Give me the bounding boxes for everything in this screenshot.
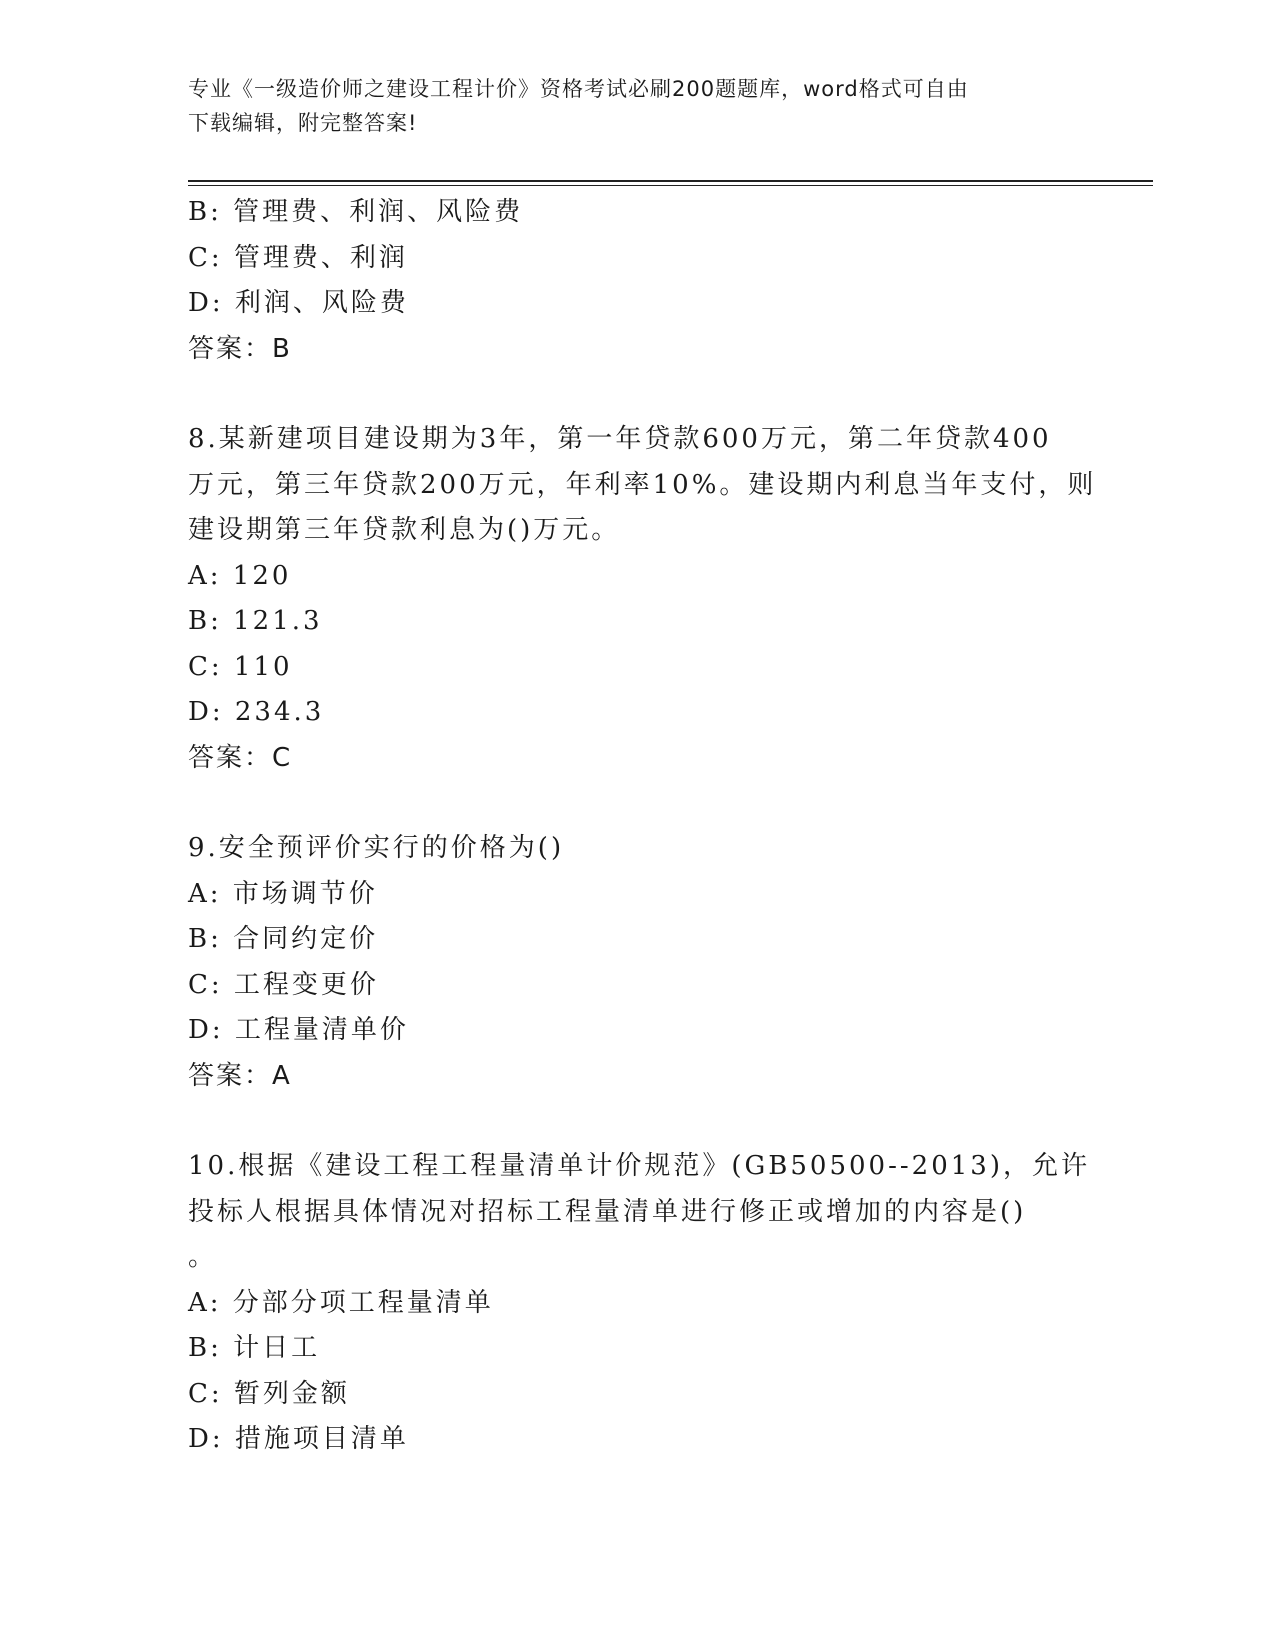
question-content [188, 190, 1097, 1463]
question-9 [188, 826, 1088, 1099]
option-c: C: 工程变更价 [188, 969, 379, 1000]
question-10 [188, 1144, 1088, 1463]
option-b: B: 计日工 [188, 1333, 321, 1363]
stem-line: 9.安全预评价实行的价格为() [188, 833, 565, 863]
option-d: D: 利润、风险费 [188, 288, 409, 318]
option-b: B: 管理费、利润、风险费 [188, 197, 524, 227]
stem-line: 8.某新建项目建设期为3年，第一年贷款600万元，第二年贷款400 [188, 424, 1052, 454]
stem-line: 。 [188, 1242, 218, 1272]
header-rule-thick [188, 180, 1153, 182]
option-a: A: 120 [188, 560, 292, 591]
header-rule-thin [188, 185, 1153, 186]
question-9-stem [188, 826, 1088, 872]
answer-9: 答案：A [188, 1060, 292, 1091]
question-7-tail [188, 190, 1088, 372]
stem-line: 10.根据《建设工程工程量清单计价规范》(GB50500--2013)，允许 [188, 1151, 1090, 1181]
document-header [188, 72, 1088, 140]
option-b: B: 121.3 [188, 606, 323, 636]
option-c: C: 110 [188, 651, 293, 682]
question-10-stem [188, 1144, 1088, 1281]
option-a: A: 分部分项工程量清单 [188, 1287, 494, 1318]
answer-7: 答案：B [188, 333, 292, 364]
header-line-1: 专业《一级造价师之建设工程计价》资格考试必刷200题题库，word格式可自由 [188, 77, 969, 101]
question-8-stem [188, 417, 1097, 554]
option-d: D: 工程量清单价 [188, 1015, 409, 1045]
stem-line: 万元，第三年贷款200万元，年利率10%。建设期内利息当年支付，则 [188, 469, 1097, 500]
option-d: D: 措施项目清单 [188, 1424, 409, 1454]
option-c: C: 管理费、利润 [188, 242, 408, 273]
option-a: A: 市场调节价 [188, 878, 378, 909]
question-8 [188, 417, 1097, 781]
stem-line: 投标人根据具体情况对招标工程量清单进行修正或增加的内容是() [188, 1196, 1027, 1227]
option-b: B: 合同约定价 [188, 924, 379, 954]
option-d: D: 234.3 [188, 697, 325, 727]
header-line-2: 下载编辑，附完整答案! [188, 111, 418, 135]
answer-8: 答案：C [188, 742, 293, 773]
option-c: C: 暂列金额 [188, 1378, 350, 1409]
stem-line: 建设期第三年贷款利息为()万元。 [188, 515, 621, 545]
